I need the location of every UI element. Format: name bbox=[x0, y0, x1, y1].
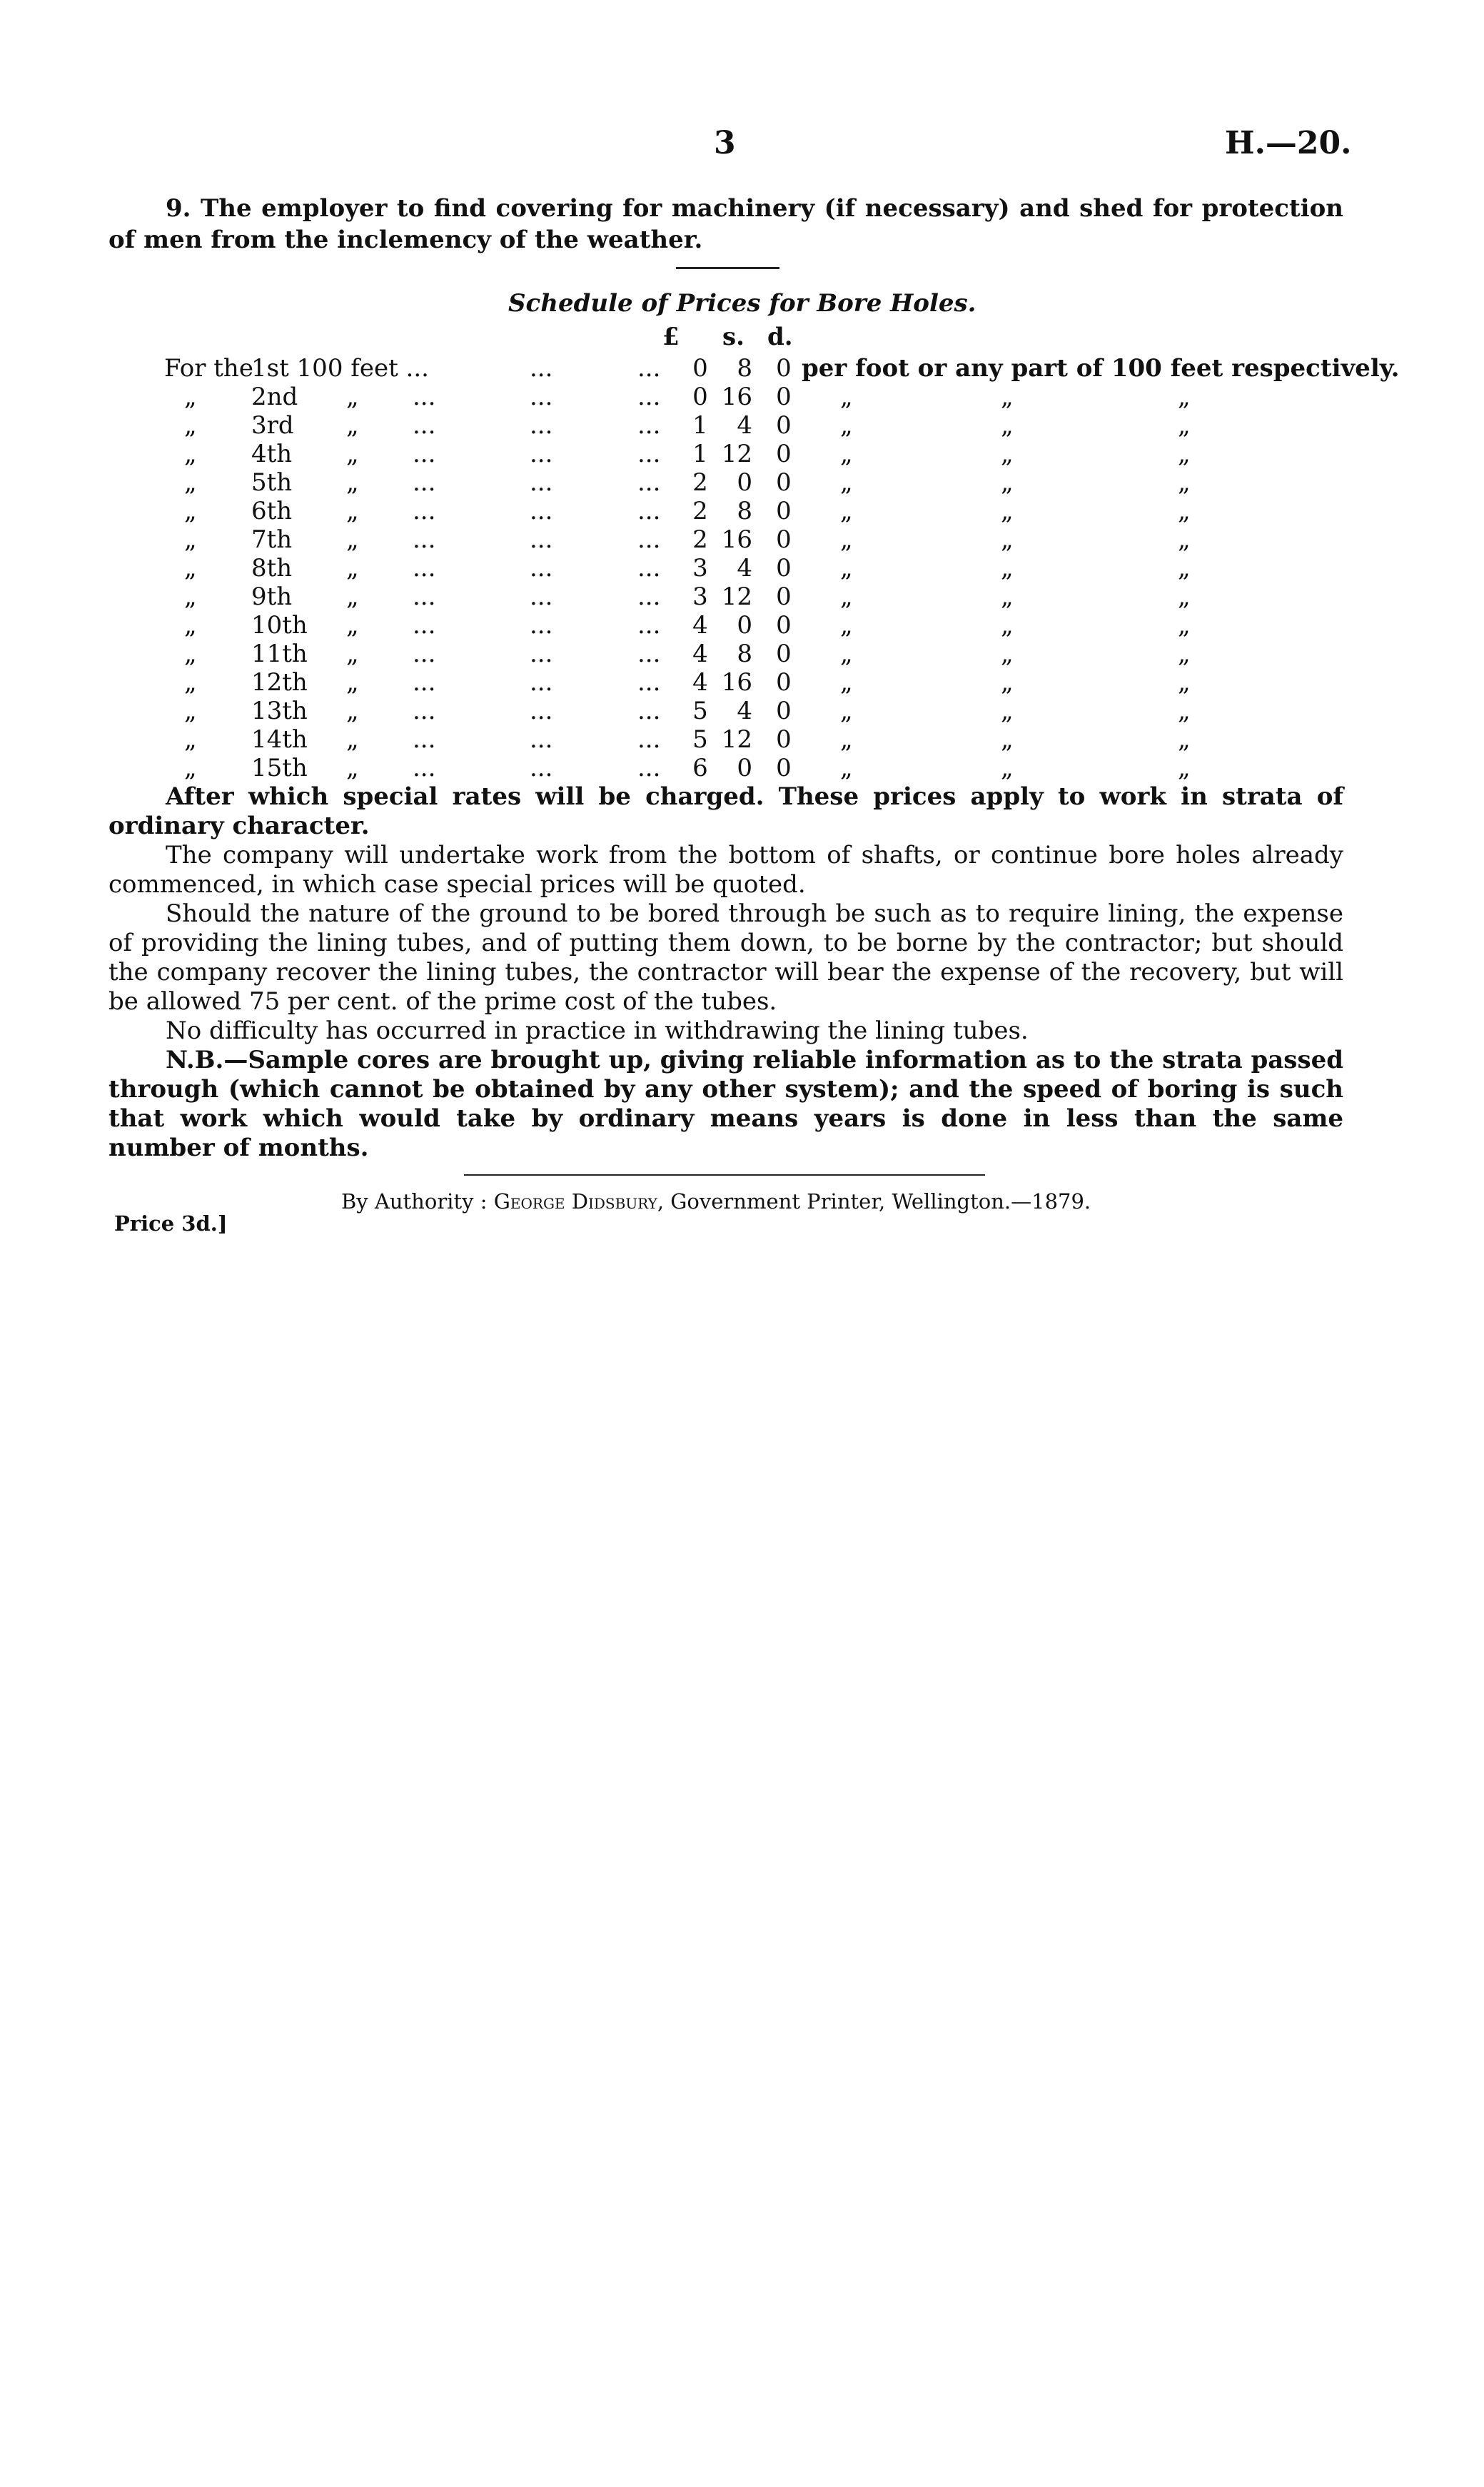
ditto-mark: „ bbox=[1001, 411, 1014, 440]
paragraph-9-text: 9. The employer to find covering for machinery (if necessary) and shed for protection of men from the inclemency of the weather. bbox=[108, 194, 1343, 254]
row-leader-dots: ... bbox=[413, 497, 436, 525]
ditto-mark: „ bbox=[346, 440, 359, 468]
document-reference: H.—20. bbox=[1225, 125, 1352, 161]
row-leader-dots: ... bbox=[413, 640, 436, 668]
row-pence: 0 bbox=[776, 725, 792, 754]
authority-prefix: By Authority : bbox=[341, 1189, 488, 1214]
printer-imprint bbox=[341, 1189, 1091, 1214]
price-note: Price 3d.] bbox=[114, 1211, 228, 1236]
row-shillings: 12 bbox=[721, 725, 752, 754]
paragraph-nb: N.B.—Sample cores are brought up, giving reliable information as to the strata passed through (which cannot be obtained by any other system); and the speed of boring is such that work which would take by ordinary means years is done in less than the same number of months. bbox=[108, 1046, 1343, 1162]
row-leader-dots: ... bbox=[413, 383, 436, 411]
ditto-mark: „ bbox=[1178, 725, 1191, 754]
ditto-mark: „ bbox=[184, 468, 197, 497]
row-ordinal: 9th bbox=[251, 582, 293, 611]
row-pounds: 3 bbox=[692, 554, 708, 582]
row-pence: 0 bbox=[776, 554, 792, 582]
row-leader-dots: ... bbox=[530, 468, 553, 497]
row-pounds: 3 bbox=[692, 582, 708, 611]
ditto-mark: „ bbox=[346, 697, 359, 725]
ditto-mark: „ bbox=[184, 497, 197, 525]
ditto-mark: „ bbox=[184, 697, 197, 725]
row-ordinal: 13th bbox=[251, 697, 308, 725]
row-leader-dots: ... bbox=[413, 668, 436, 697]
ditto-mark: „ bbox=[1178, 754, 1191, 782]
paragraph-shafts: The company will undertake work from the bottom of shafts, or continue bore holes already commenced, in which case special prices will be quoted. bbox=[108, 841, 1343, 899]
row-ordinal: 2nd bbox=[251, 383, 298, 411]
ditto-mark: „ bbox=[184, 640, 197, 668]
row-leader-dots: ... bbox=[413, 525, 436, 554]
page-number: 3 bbox=[714, 125, 736, 161]
row-ordinal: 14th bbox=[251, 725, 308, 754]
row-pence: 0 bbox=[776, 440, 792, 468]
paragraph-9 bbox=[108, 193, 1343, 256]
ditto-mark: „ bbox=[184, 440, 197, 468]
table-row bbox=[0, 497, 1484, 525]
ditto-mark: „ bbox=[184, 611, 197, 640]
row-pounds: 5 bbox=[692, 725, 708, 754]
ditto-mark: „ bbox=[1178, 697, 1191, 725]
row-shillings: 0 bbox=[737, 754, 752, 782]
row-ordinal: 1st 100 feet ... bbox=[251, 354, 429, 383]
row-pounds: 2 bbox=[692, 525, 708, 554]
row-leader-dots: ... bbox=[413, 440, 436, 468]
ditto-mark: „ bbox=[184, 725, 197, 754]
row-leader-dots: ... bbox=[530, 525, 553, 554]
ditto-mark: „ bbox=[1178, 640, 1191, 668]
section-divider bbox=[676, 267, 779, 269]
row-leader-dots: ... bbox=[530, 611, 553, 640]
ditto-mark: „ bbox=[1001, 725, 1014, 754]
row-pounds: 2 bbox=[692, 497, 708, 525]
table-row bbox=[0, 640, 1484, 668]
row-leader-dots: ... bbox=[637, 582, 661, 611]
row-leader-dots: ... bbox=[530, 411, 553, 440]
row-leader-dots: ... bbox=[637, 440, 661, 468]
paragraph-special-rates: After which special rates will be charged. These prices apply to work in strata of ordinary character. bbox=[108, 782, 1343, 840]
ditto-mark: „ bbox=[1178, 582, 1191, 611]
row-leader-dots: ... bbox=[413, 582, 436, 611]
row-ordinal: 4th bbox=[251, 440, 293, 468]
ditto-mark: „ bbox=[1001, 554, 1014, 582]
row-leader-dots: ... bbox=[530, 697, 553, 725]
row-leader-dots: ... bbox=[530, 754, 553, 782]
row-shillings: 4 bbox=[737, 411, 752, 440]
row-shillings: 8 bbox=[737, 497, 752, 525]
ditto-mark: „ bbox=[1178, 611, 1191, 640]
row-leader-dots: ... bbox=[637, 525, 661, 554]
row-pounds: 4 bbox=[692, 611, 708, 640]
row-leader-dots: ... bbox=[637, 468, 661, 497]
row-pence: 0 bbox=[776, 640, 792, 668]
row-leader-dots: ... bbox=[637, 497, 661, 525]
ditto-mark: „ bbox=[1001, 754, 1014, 782]
row-pence: 0 bbox=[776, 525, 792, 554]
row-leader-dots: ... bbox=[530, 668, 553, 697]
row-shillings: 8 bbox=[737, 354, 752, 383]
ditto-mark: „ bbox=[1001, 440, 1014, 468]
row-pounds: 1 bbox=[692, 411, 708, 440]
row-shillings: 8 bbox=[737, 640, 752, 668]
row-shillings: 16 bbox=[721, 668, 752, 697]
ditto-mark: „ bbox=[840, 497, 853, 525]
row-leader-dots: ... bbox=[637, 554, 661, 582]
table-row bbox=[0, 754, 1484, 782]
schedule-title: Schedule of Prices for Bore Holes. bbox=[508, 289, 976, 318]
ditto-mark: „ bbox=[840, 411, 853, 440]
ditto-mark: „ bbox=[840, 697, 853, 725]
row-leader-dots: ... bbox=[637, 354, 661, 383]
row-pounds: 1 bbox=[692, 440, 708, 468]
ditto-mark: „ bbox=[840, 383, 853, 411]
row-pounds: 0 bbox=[692, 354, 708, 383]
table-row bbox=[0, 440, 1484, 468]
ditto-mark: „ bbox=[184, 582, 197, 611]
ditto-mark: „ bbox=[1001, 611, 1014, 640]
ditto-mark: „ bbox=[840, 754, 853, 782]
row-shillings: 12 bbox=[721, 582, 752, 611]
authority-suffix: , Government Printer, Wellington.—1879. bbox=[657, 1189, 1091, 1214]
row-shillings: 16 bbox=[721, 383, 752, 411]
ditto-mark: „ bbox=[1001, 525, 1014, 554]
ditto-mark: „ bbox=[346, 668, 359, 697]
table-row bbox=[0, 554, 1484, 582]
row-leader-dots: ... bbox=[530, 383, 553, 411]
row-leader-dots: ... bbox=[530, 497, 553, 525]
ditto-mark: „ bbox=[346, 468, 359, 497]
ditto-mark: „ bbox=[840, 582, 853, 611]
ditto-mark: „ bbox=[1001, 383, 1014, 411]
row-leader-dots: ... bbox=[413, 754, 436, 782]
row-shillings: 16 bbox=[721, 525, 752, 554]
ditto-mark: „ bbox=[184, 411, 197, 440]
row-pence: 0 bbox=[776, 754, 792, 782]
ditto-mark: „ bbox=[1178, 668, 1191, 697]
row-leader-dots: ... bbox=[637, 411, 661, 440]
row-pounds: 5 bbox=[692, 697, 708, 725]
row-leader-dots: ... bbox=[637, 668, 661, 697]
ditto-mark: „ bbox=[346, 754, 359, 782]
ditto-mark: „ bbox=[346, 525, 359, 554]
row-pounds: 4 bbox=[692, 668, 708, 697]
row-leader-dots: ... bbox=[637, 611, 661, 640]
table-row bbox=[0, 668, 1484, 697]
ditto-mark: „ bbox=[1178, 525, 1191, 554]
row-shillings: 12 bbox=[721, 440, 752, 468]
row-leader-dots: ... bbox=[413, 411, 436, 440]
ditto-mark: „ bbox=[1001, 497, 1014, 525]
ditto-mark: „ bbox=[840, 640, 853, 668]
ditto-mark: „ bbox=[1178, 554, 1191, 582]
row-pounds: 0 bbox=[692, 383, 708, 411]
ditto-mark: „ bbox=[1178, 468, 1191, 497]
table-row bbox=[0, 468, 1484, 497]
column-header-shillings: s. bbox=[722, 323, 744, 351]
row-pence: 0 bbox=[776, 354, 792, 383]
row-prefix: For the bbox=[164, 354, 253, 383]
ditto-mark: „ bbox=[184, 383, 197, 411]
row-leader-dots: ... bbox=[637, 725, 661, 754]
row-ordinal: 5th bbox=[251, 468, 293, 497]
ditto-mark: „ bbox=[346, 725, 359, 754]
column-header-pounds: £ bbox=[662, 323, 680, 351]
ditto-mark: „ bbox=[1178, 440, 1191, 468]
table-row bbox=[0, 582, 1484, 611]
ditto-mark: „ bbox=[184, 668, 197, 697]
row-leader-dots: ... bbox=[413, 468, 436, 497]
table-row bbox=[0, 411, 1484, 440]
row-pence: 0 bbox=[776, 611, 792, 640]
ditto-mark: „ bbox=[840, 611, 853, 640]
ditto-mark: „ bbox=[840, 525, 853, 554]
ditto-mark: „ bbox=[346, 497, 359, 525]
row-leader-dots: ... bbox=[413, 697, 436, 725]
row-pence: 0 bbox=[776, 668, 792, 697]
ditto-mark: „ bbox=[1001, 582, 1014, 611]
ditto-mark: „ bbox=[346, 554, 359, 582]
paragraph-lining: Should the nature of the ground to be bored through be such as to require lining, the expense of providing the lining tubes, and of putting them down, to be borne by the contractor; but should the company recover the lining tubes, the contractor will bear the expense of the recovery, but will be allowed 75 per cent. of the prime cost of the tubes. bbox=[108, 899, 1343, 1016]
row-ordinal: 12th bbox=[251, 668, 308, 697]
ditto-mark: „ bbox=[1178, 383, 1191, 411]
ditto-mark: „ bbox=[346, 383, 359, 411]
table-row bbox=[0, 354, 1484, 383]
row-leader-dots: ... bbox=[530, 640, 553, 668]
ditto-mark: „ bbox=[840, 725, 853, 754]
row-pence: 0 bbox=[776, 697, 792, 725]
ditto-mark: „ bbox=[346, 411, 359, 440]
ditto-mark: „ bbox=[346, 611, 359, 640]
row-leader-dots: ... bbox=[637, 383, 661, 411]
ditto-mark: „ bbox=[840, 468, 853, 497]
table-row bbox=[0, 525, 1484, 554]
row-leader-dots: ... bbox=[530, 354, 553, 383]
table-row bbox=[0, 725, 1484, 754]
row-leader-dots: ... bbox=[530, 440, 553, 468]
row-ordinal: 15th bbox=[251, 754, 308, 782]
printer-name: George Didsbury bbox=[493, 1189, 657, 1214]
ditto-mark: „ bbox=[1178, 497, 1191, 525]
row-shillings: 4 bbox=[737, 554, 752, 582]
row-pounds: 2 bbox=[692, 468, 708, 497]
ditto-mark: „ bbox=[346, 640, 359, 668]
row-leader-dots: ... bbox=[530, 554, 553, 582]
row-shillings: 4 bbox=[737, 697, 752, 725]
ditto-mark: „ bbox=[1001, 697, 1014, 725]
ditto-mark: „ bbox=[840, 668, 853, 697]
row-ordinal: 10th bbox=[251, 611, 308, 640]
row-leader-dots: ... bbox=[637, 640, 661, 668]
ditto-mark: „ bbox=[1001, 468, 1014, 497]
row-ordinal: 6th bbox=[251, 497, 293, 525]
row-ordinal: 7th bbox=[251, 525, 293, 554]
ditto-mark: „ bbox=[1178, 411, 1191, 440]
row-leader-dots: ... bbox=[530, 582, 553, 611]
ditto-mark: „ bbox=[1001, 640, 1014, 668]
ditto-mark: „ bbox=[840, 440, 853, 468]
row-leader-dots: ... bbox=[413, 725, 436, 754]
ditto-mark: „ bbox=[184, 525, 197, 554]
row-leader-dots: ... bbox=[413, 554, 436, 582]
ditto-mark: „ bbox=[184, 754, 197, 782]
table-row bbox=[0, 697, 1484, 725]
row-pence: 0 bbox=[776, 582, 792, 611]
row-pence: 0 bbox=[776, 497, 792, 525]
row-shillings: 0 bbox=[737, 468, 752, 497]
row-ordinal: 11th bbox=[251, 640, 308, 668]
row-rate-description: per foot or any part of 100 feet respectively. bbox=[802, 354, 1400, 383]
row-pence: 0 bbox=[776, 383, 792, 411]
ditto-mark: „ bbox=[840, 554, 853, 582]
price-schedule-table bbox=[0, 354, 1484, 782]
ditto-mark: „ bbox=[1001, 668, 1014, 697]
footer-divider bbox=[464, 1174, 985, 1176]
page-header bbox=[0, 125, 1484, 168]
row-shillings: 0 bbox=[737, 611, 752, 640]
row-pounds: 6 bbox=[692, 754, 708, 782]
row-leader-dots: ... bbox=[413, 611, 436, 640]
ditto-mark: „ bbox=[346, 582, 359, 611]
row-leader-dots: ... bbox=[637, 697, 661, 725]
body-text bbox=[108, 782, 1343, 1163]
row-pence: 0 bbox=[776, 468, 792, 497]
row-leader-dots: ... bbox=[637, 754, 661, 782]
column-header-pence: d. bbox=[767, 323, 793, 351]
row-ordinal: 3rd bbox=[251, 411, 294, 440]
row-pounds: 4 bbox=[692, 640, 708, 668]
row-pence: 0 bbox=[776, 411, 792, 440]
row-ordinal: 8th bbox=[251, 554, 293, 582]
table-row bbox=[0, 383, 1484, 411]
ditto-mark: „ bbox=[184, 554, 197, 582]
paragraph-no-difficulty: No difficulty has occurred in practice in withdrawing the lining tubes. bbox=[166, 1017, 1029, 1045]
row-leader-dots: ... bbox=[530, 725, 553, 754]
table-row bbox=[0, 611, 1484, 640]
